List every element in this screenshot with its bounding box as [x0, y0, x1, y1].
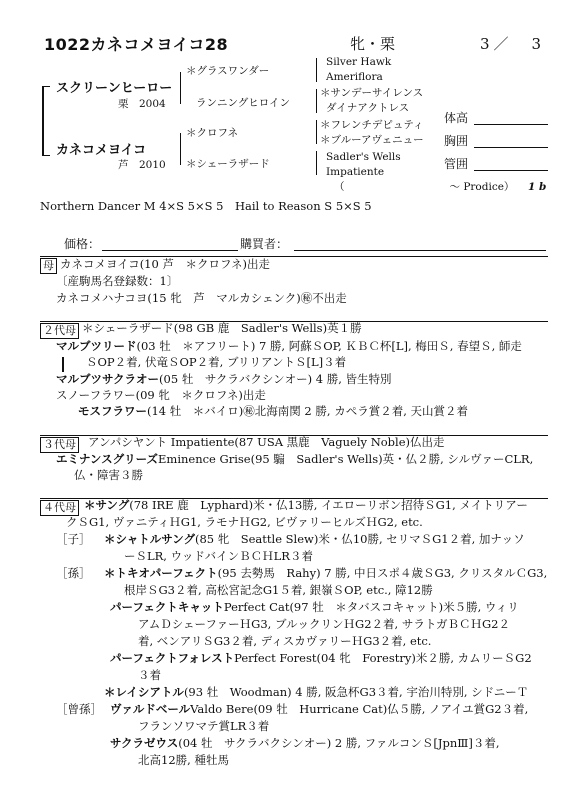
bracket-line [42, 86, 50, 87]
horse-record-cont: ３着 [138, 668, 161, 682]
bracket-line [42, 155, 50, 156]
horse-record: Perfect Cat(97 牡 ＊タバスコキャット)米５勝, ウィリ [223, 600, 519, 614]
sire-name: スクリーンヒーロー [56, 81, 173, 96]
buyer-label: 購買者： [240, 237, 289, 251]
horse-name: ヴァルドベール [110, 702, 191, 716]
horse-record: Eminence Grise(95 騸 Sadler's Wells)英・仏２勝, シルヴァーCLR, [158, 452, 534, 466]
prodice: （ ～ Prodice） [334, 181, 515, 193]
prodice-num: 1 b [528, 181, 547, 193]
horse-record-cont: クＳG1, ヴァニティＨG1, ラモナＨG2, ビヴァリーヒルズＨG2, etc. [66, 515, 423, 529]
horse-record: (95 去勢馬 Rahy) 7 勝, 中日スポ４歳ＳG3, クリスタルＣG3, [217, 566, 548, 580]
gen2-dam-dam: ＊シェーラザード [186, 158, 270, 170]
gen2-head: ＊シェーラザード(98 GB 鹿 Sadler's Wells)英１勝 [82, 321, 362, 335]
horse-record: Perfect Forest(04 牝 Forestry)米２勝, カムリーＳG2 [234, 651, 532, 665]
gen3-4: ダイナアクトレス [326, 102, 410, 114]
gen2-sire-sire: ＊グラスワンダー [186, 65, 270, 77]
sex-color: 牝・栗 [350, 35, 396, 53]
horse-record-cont: ーＳLR, ウッドバインＢＣＨLR３着 [124, 549, 313, 563]
gen3-head: アンパシヤント Impatiente(87 USA 黒鹿 Vaguely Noble)仏出走 [88, 435, 445, 449]
cannon-label: 管囲 [444, 157, 469, 171]
grandchild-tag: ［孫］ [56, 566, 91, 580]
chest-field[interactable] [474, 147, 548, 148]
horse-record-cont: フランソワマテ賞LR３着 [138, 719, 270, 733]
bracket-line [42, 86, 44, 156]
inbreeding: Northern Dancer M 4×S 5×S 5 Hail to Reason S 5×S 5 [40, 199, 372, 213]
horse-record: (14 牡 ＊バイロ)㊙北海南関 2 勝, カペラ賞２着, 天山賞２着 [147, 404, 469, 418]
height-field[interactable] [474, 124, 548, 125]
horse-record-cont: 北高12勝, 種牡馬 [138, 753, 229, 767]
horse-record: (03 牡 ＊アフリート) 7 勝, 阿蘇ＳOP, ＫＢＣ杯[L], 梅田Ｓ, 春望Ｓ, 師走 [136, 339, 522, 353]
horse-record: (85 牝 Seattle Slew)米・仏10勝, セリマＳG1２着, 加ナッソ [194, 532, 525, 546]
bracket-line [316, 58, 317, 82]
dam-line: 〔産駒馬名登録数：1〕 [56, 274, 179, 288]
sire-info: 栗 2004 [118, 98, 166, 110]
horse-name: モスフラワー [78, 404, 147, 418]
horse-name: マルブツリード [56, 339, 137, 353]
section-tag: ２代母 [40, 323, 79, 339]
great-grandchild-tag: ［曾孫］ [56, 702, 102, 716]
horse-line: スノーフラワー(09 牝 ＊クロフネ)出走 [56, 388, 266, 402]
horse-name: ＊レイシアトル [104, 685, 184, 699]
gen3-1: Silver Hawk [326, 56, 392, 68]
horse-name: パーフェクトフォレスト [110, 651, 235, 665]
horse-record-cont: 着, ベンアリＳG3２着, ディスカヴァリーＨG3２着, etc. [138, 634, 432, 648]
gen3-5: ＊フレンチデピュティ [320, 119, 424, 131]
price-field[interactable] [102, 250, 238, 251]
price-label: 価格： [64, 237, 101, 251]
lot-title: 1022カネコメヨイコ28 [44, 35, 229, 54]
section-tag: ４代母 [40, 500, 79, 516]
dam-line: カネコメハナコヨ(15 牝 芦 マルカシェンク)㊙不出走 [56, 291, 347, 305]
horse-name: ＊サング [84, 498, 130, 512]
horse-record: (04 牡 サクラバクシンオー) 2 勝, ファルコンＳ[JpnⅢ]３着, [178, 736, 500, 750]
horse-record: (78 IRE 鹿 Lyphard)米・仏13勝, イエローリボン招待ＳG1, メイトリアー [129, 498, 528, 512]
gen3-7: Sadler's Wells [326, 151, 401, 163]
horse-record-cont: ＳOP２着, 伏竜ＳOP２着, ブリリアントＳ[L]３着 [86, 355, 347, 369]
buyer-field[interactable] [294, 250, 546, 251]
horse-record-cont: アムＤシェーファーＨG3, ブルックリンＨG2２着, サラトガＢＣＨG2２ [138, 617, 510, 631]
page-number: 3／ 3 [480, 35, 546, 53]
bracket-line [316, 151, 317, 175]
bracket-line [62, 357, 64, 372]
chest-label: 胸囲 [444, 134, 469, 148]
bracket-line [180, 72, 181, 104]
gen3-8: Impatiente [326, 166, 385, 178]
horse-record: (05 牡 サクラバクシンオー) 4 勝, 皆生特別 [159, 372, 392, 386]
dam-line: カネコメヨイコ(10 芦 ＊クロフネ)出走 [60, 257, 270, 271]
gen2-dam-sire: ＊クロフネ [186, 127, 239, 139]
horse-record: (93 牡 Woodman) 4 勝, 阪急杯G3３着, 宇治川特別, シドニーＴ [183, 685, 529, 699]
horse-name: エミナンスグリーズ [56, 452, 159, 466]
cannon-field[interactable] [474, 170, 548, 171]
height-label: 体高 [444, 111, 469, 125]
section-tag: 母 [40, 258, 57, 274]
horse-record-cont: 根岸ＳG3２着, 高松宮記念G1５着, 銀嶺ＳOP, etc., 障12勝 [124, 583, 433, 597]
horse-record-cont: 仏・障害３勝 [74, 468, 143, 482]
bracket-line [180, 133, 181, 165]
horse-name: パーフェクトキャット [110, 600, 224, 614]
dam-name: カネコメヨイコ [56, 143, 147, 158]
horse-record: Valdo Bere(09 牡 Hurricane Cat)仏５勝, ノアイユ賞G2３着, [190, 702, 529, 716]
gen2-sire-dam: ランニングヒロイン [196, 97, 290, 109]
gen3-3: ＊サンデーサイレンス [320, 87, 424, 99]
bracket-line [316, 120, 317, 144]
gen3-6: ＊ブルーアヴェニュー [320, 134, 424, 146]
gen3-2: Ameriflora [326, 71, 383, 83]
child-tag: ［子］ [56, 532, 91, 546]
horse-name: ＊シャトルサング [104, 532, 195, 546]
horse-name: サクラゼウス [110, 736, 179, 750]
dam-info: 芦 2010 [118, 159, 166, 171]
horse-name: ＊トキオパーフェクト [104, 566, 218, 580]
section-tag: ３代母 [40, 437, 79, 453]
horse-name: マルブツサクラオー [56, 372, 160, 386]
bracket-line [316, 89, 317, 113]
